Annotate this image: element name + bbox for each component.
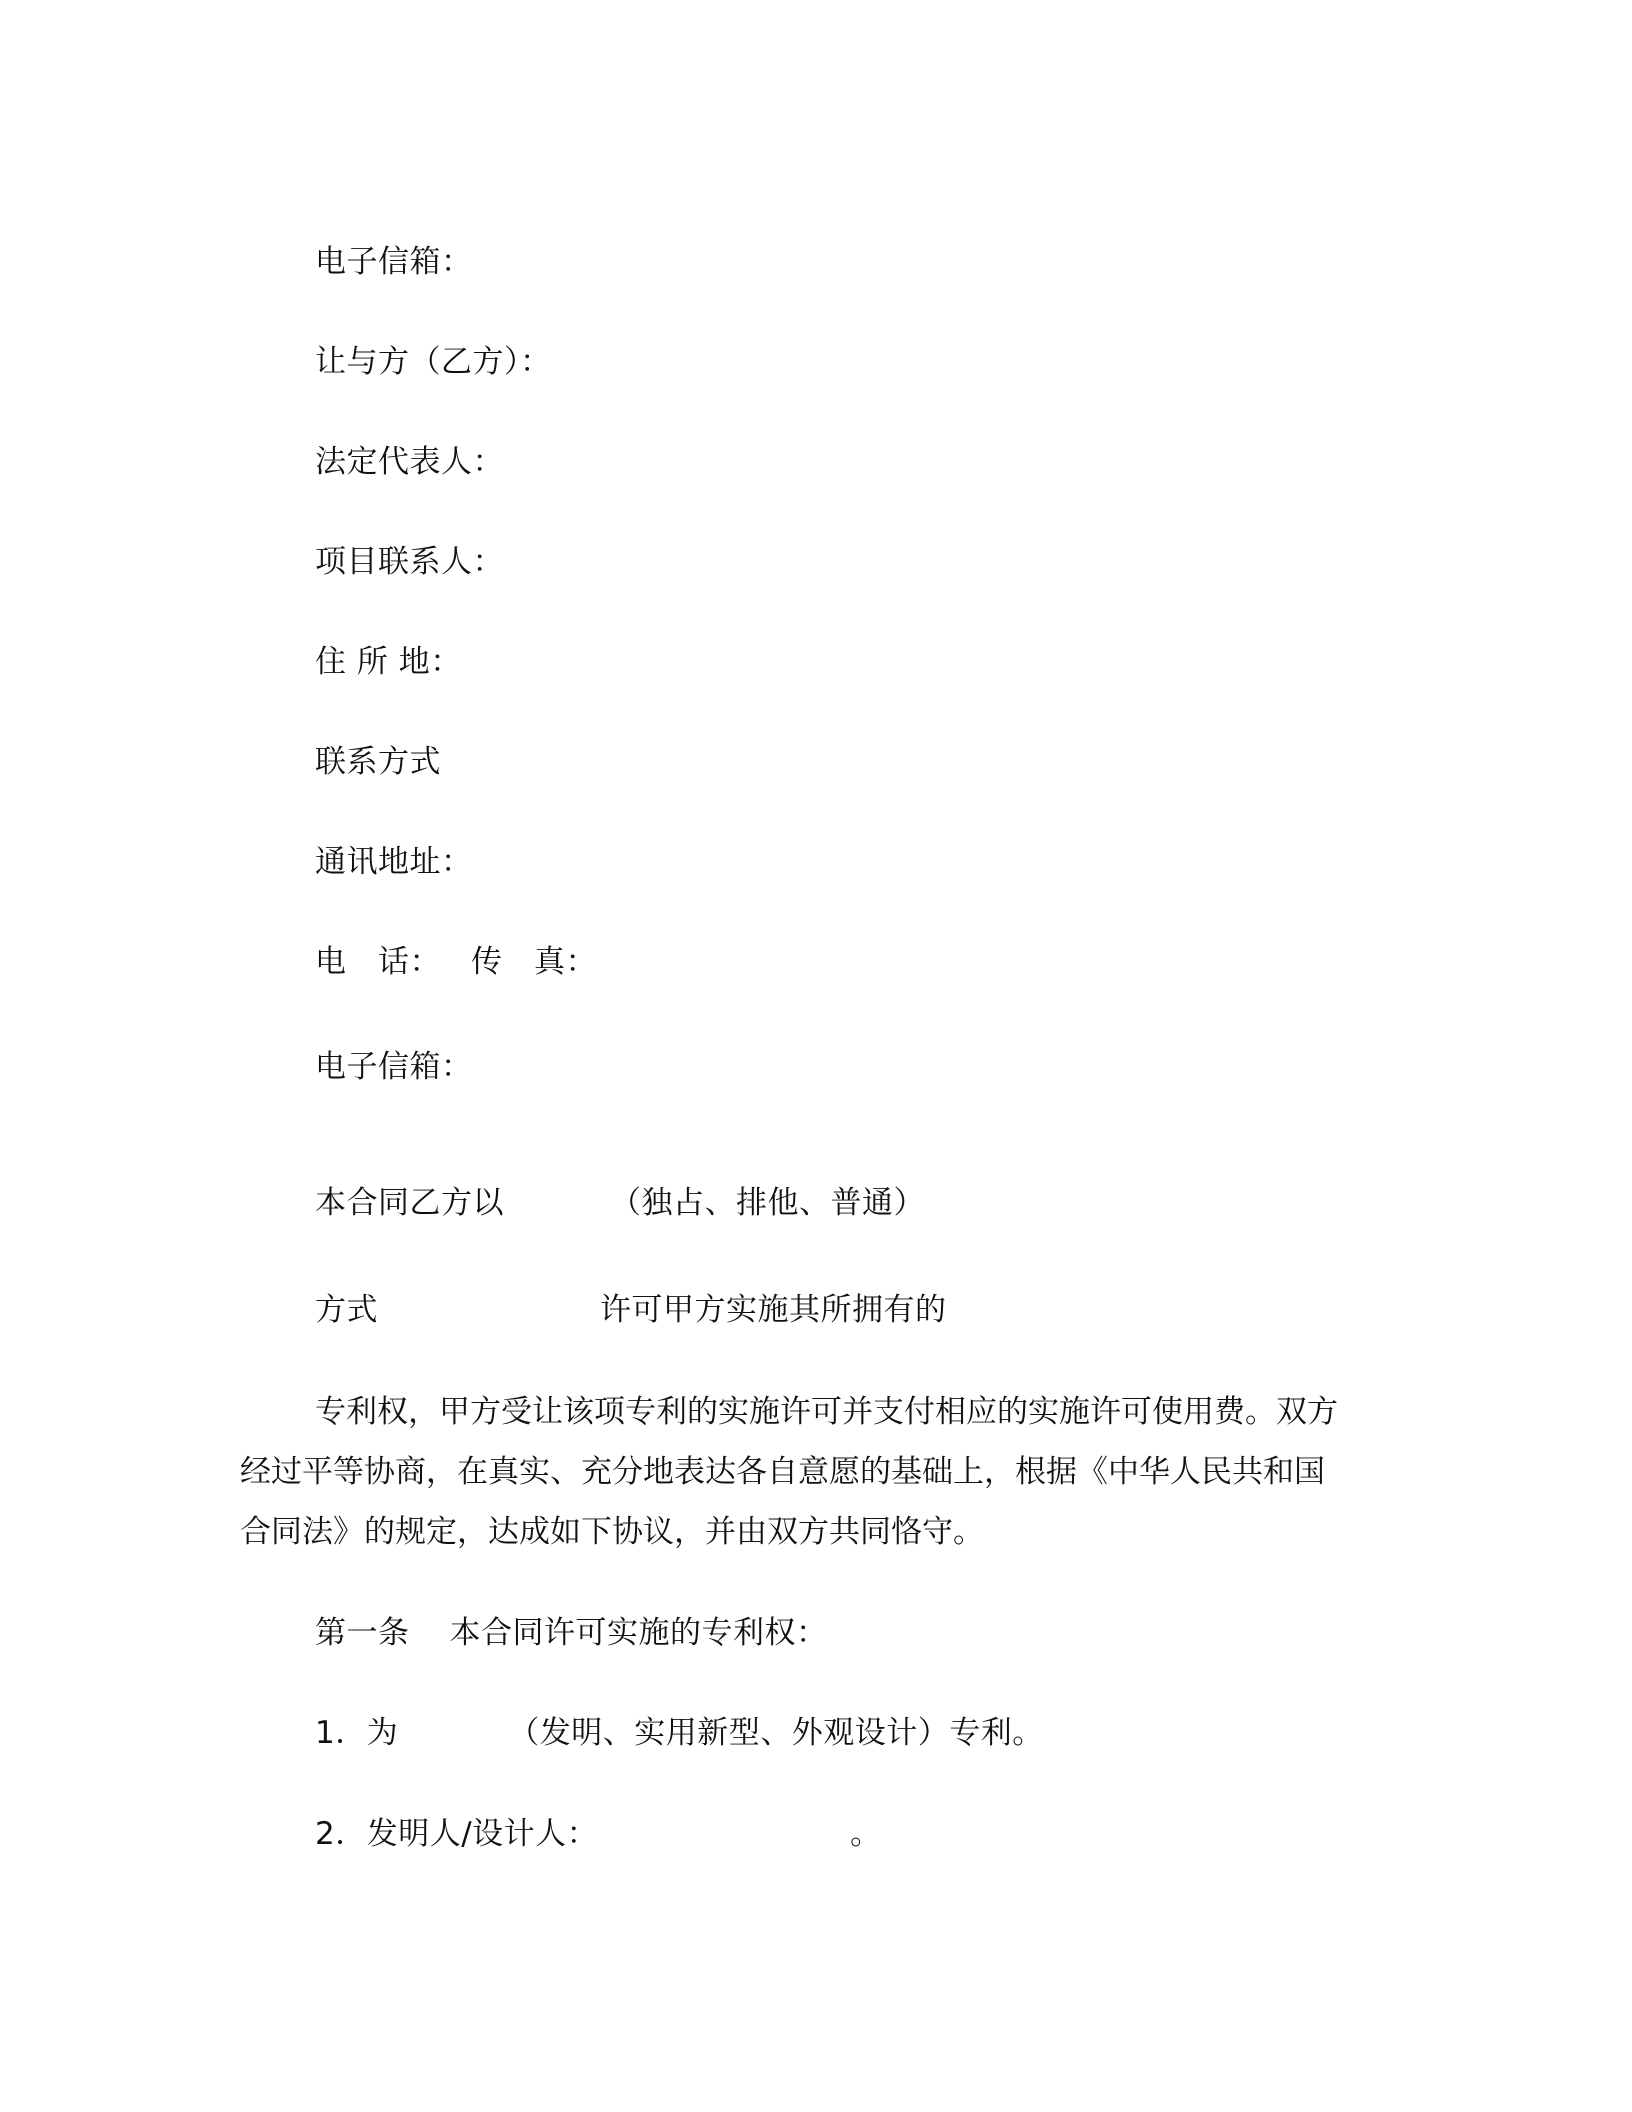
- preamble-paragraph-line-2: 经过平等协商，在真实、充分地表达各自意愿的基础上，根据《中华人民共和国: [240, 1454, 1325, 1490]
- article-1-number: 第一条: [315, 1615, 410, 1651]
- article-1-item-1-a: 1．为: [315, 1715, 399, 1751]
- party-b-email-label: 电子信箱：: [315, 1049, 473, 1085]
- preamble-line-2-b: 许可甲方实施其所拥有的: [600, 1292, 947, 1328]
- preamble-line-1-a: 本合同乙方以: [315, 1185, 504, 1221]
- article-1-item-2-a: 2．发明人/设计人：: [315, 1816, 599, 1852]
- preamble-line-2-a: 方式: [315, 1292, 378, 1328]
- party-a-email-label: 电子信箱：: [315, 244, 473, 280]
- party-b-address-label: 住 所 地：: [315, 644, 462, 680]
- preamble-line-1-b: （独占、排他、普通）: [610, 1185, 925, 1221]
- article-1-title: [315, 1613, 828, 1653]
- party-b-fax-label: 传 真：: [471, 944, 597, 980]
- preamble-line-2: [315, 1290, 947, 1330]
- party-b-legal-rep-label: 法定代表人：: [315, 444, 504, 480]
- article-1-item-1: [315, 1713, 1044, 1753]
- party-b-phone-label: 电 话：: [315, 944, 441, 980]
- preamble-paragraph-line-1: 专利权，甲方受让该项专利的实施许可并支付相应的实施许可使用费。双方: [315, 1394, 1338, 1430]
- party-b-phone-fax-row: [315, 942, 597, 982]
- article-1-item-2: [315, 1814, 882, 1854]
- party-b-contact-method-label: 联系方式: [315, 744, 441, 780]
- article-1-item-1-b: （发明、实用新型、外观设计）专利。: [508, 1715, 1044, 1751]
- party-b-project-contact-label: 项目联系人：: [315, 544, 504, 580]
- preamble-paragraph-line-3: 合同法》的规定，达成如下协议，并由双方共同恪守。: [240, 1514, 984, 1550]
- article-1-heading: 本合同许可实施的专利权：: [449, 1615, 828, 1651]
- party-b-mailing-address-label: 通讯地址：: [315, 844, 473, 880]
- article-1-item-2-b: 。: [850, 1816, 882, 1852]
- party-b-title: 让与方（乙方）：: [315, 344, 552, 380]
- preamble-line-1: [315, 1183, 925, 1223]
